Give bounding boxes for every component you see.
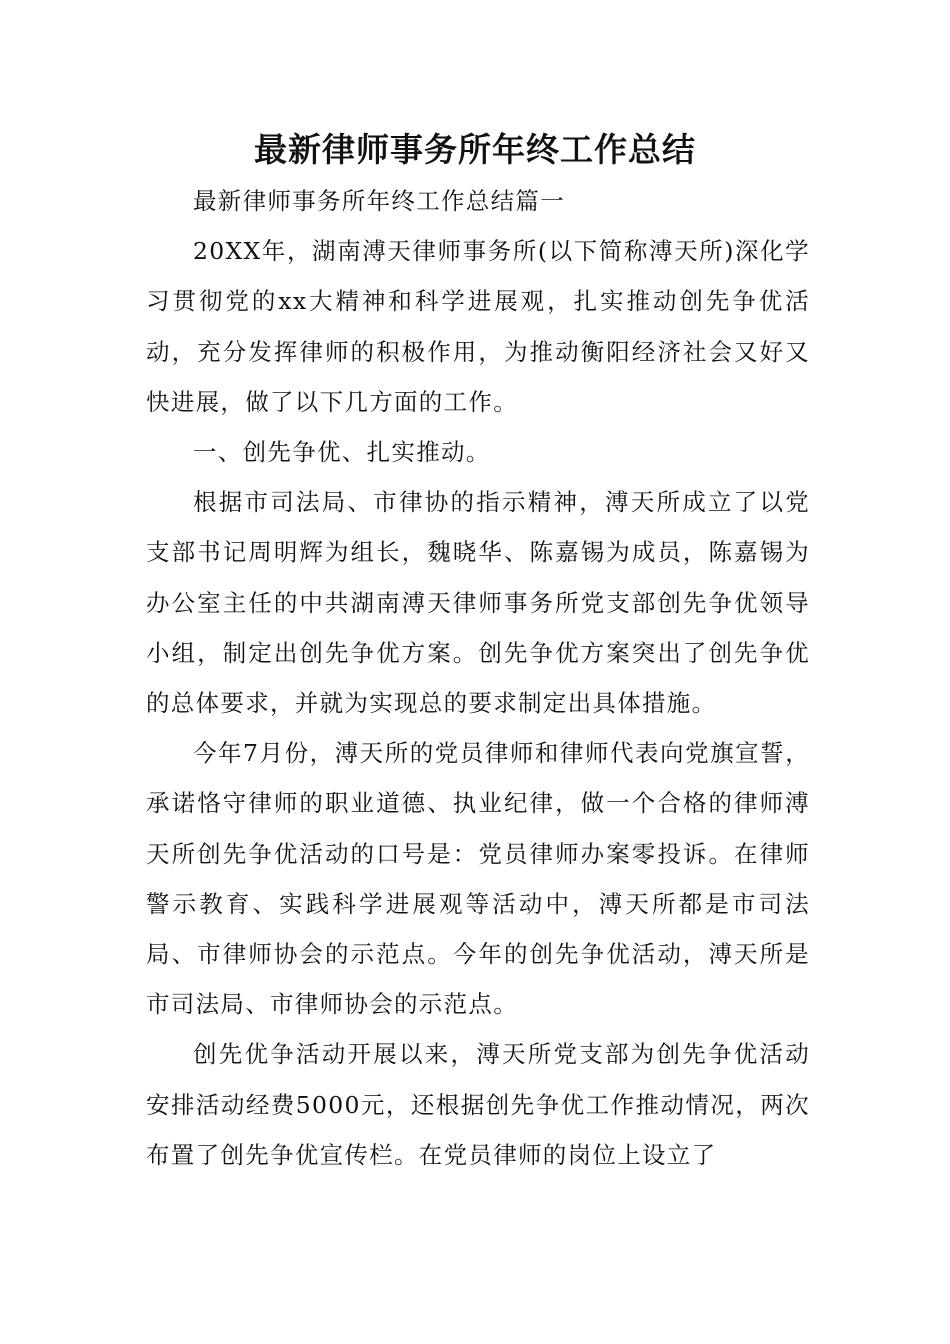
paragraph-leadership-group: 根据市司法局、市律协的指示精神，溥天所成立了以党支部书记周明辉为组长，魏晓华、陈嘉锡为成员，陈嘉锡为办公室主任的中共湖南溥天律师事务所党支部创先争优领导小组，制定出创先争优方案。创先争优方案突出了创先争优的总体要求，并就为实现总的要求制定出具体措施。: [146, 488, 810, 718]
section-heading: 最新律师事务所年终工作总结篇一: [193, 187, 565, 215]
document-title: 最新律师事务所年终工作总结: [254, 130, 696, 169]
paragraph-july-oath: 今年7月份，溥天所的党员律师和律师代表向党旗宣誓，承诺恪守律师的职业道德、执业纪律，做一个合格的律师溥天所创先争优活动的口号是：党员律师办案零投诉。在律师警示教育、实践科学进展观等活动中，溥天所都是市司法局、市律师协会的示范点。今年的创先争优活动，溥天所是市司法局、市律师协会的示范点。: [146, 739, 810, 1019]
paragraph-intro: 20XX年，湖南溥天律师事务所(以下简称溥天所)深化学习贯彻党的xx大精神和科学进展观，扎实推动创先争优活动，充分发挥律师的积极作用，为推动衡阳经济社会又好又快进展，做了以下几方面的工作。: [146, 237, 810, 416]
document-body: [146, 176, 810, 1180]
paragraph-activity-funding: 创先优争活动开展以来，溥天所党支部为创先争优活动安排活动经费5000元，还根据创先争优工作推动情况，两次布置了创先争优宣传栏。在党员律师的岗位上设立了: [146, 1040, 810, 1169]
paragraph-heading-one: 一、创先争优、扎实推动。: [193, 438, 491, 467]
